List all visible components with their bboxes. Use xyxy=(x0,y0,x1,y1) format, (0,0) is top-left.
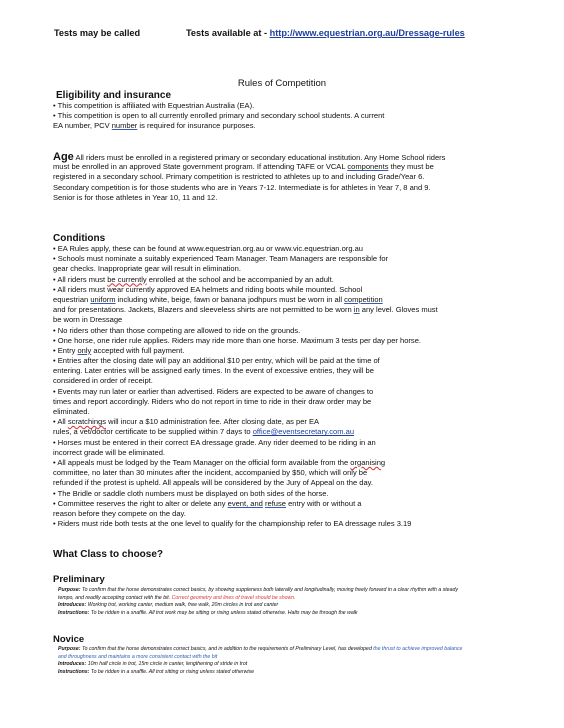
condition-line: • Entries after the closing date will pay an additional $10 per entry, which will be paid at the time of xyxy=(53,356,380,366)
tests-called-label: Tests may be called xyxy=(54,28,141,38)
novice-instructions: Instructions: To be ridden in a snaffle. All trot sitting or rising unless stated otherwise xyxy=(58,668,254,675)
novice-introduces: Introduces: 10m half circle in trot, 15m circle in canter, lengthening of stride in trot xyxy=(58,661,248,668)
age-line: Secondary competition is for those students who are in Years 7-12. Intermediate is for athletes in Year 7, 8 and 9. xyxy=(53,182,431,192)
eligibility-line: • This competition is open to all currently enrolled primary and secondary school students. A current xyxy=(53,111,385,121)
age-line: must be enrolled in an approved State government program. If attending TAFE or VCAL components they must be xyxy=(53,162,434,172)
preliminary-purpose-cont: tempo, and readily accepting contact with the bit. Correct geometry and lines of travel should be shown. xyxy=(58,594,296,601)
preliminary-purpose: Purpose: To confirm that the horse demonstrates correct basics, by showing suppleness both laterally and longitudinally, moving freely forward in a clear rhythm with a steady xyxy=(58,587,458,593)
preliminary-details xyxy=(58,587,478,617)
eligibility-body xyxy=(53,101,511,132)
age-body xyxy=(53,152,511,203)
condition-line: committee, no later than 30 minutes after the incident, accompanied by $50, which will only be xyxy=(53,468,368,478)
condition-line: entering. Later entries will be assigned early times. In the event of excessive entries, they will be xyxy=(53,366,374,376)
condition-line: • The Bridle or saddle cloth numbers must be displayed on both sides of the horse. xyxy=(53,488,329,498)
eligibility-line: • This competition is affiliated with Equestrian Australia (EA). xyxy=(53,101,255,110)
what-class-heading: What Class to choose? xyxy=(53,549,164,560)
tests-available-link[interactable]: http://www.equestrian.org.au/Dressage-rules xyxy=(269,28,465,38)
condition-line: rules, a vet/doctor certificate to be supplied within 7 days to office@eventsecretary.com.au xyxy=(53,427,355,437)
age-line: Age All riders must be enrolled in a registered primary or secondary educational institution. Any Home School riders xyxy=(53,151,446,163)
condition-line: reason before they compete on the day. xyxy=(53,508,186,518)
age-heading: Age xyxy=(53,151,74,163)
age-line: registered in a secondary school. Primary competition is restricted to athletes up to and including Grade/Year 6. xyxy=(53,172,425,182)
eligibility-heading: Eligibility and insurance xyxy=(56,90,172,101)
novice-purpose-cont: and throughness and maintains a more consistent contact with the bit xyxy=(58,653,218,660)
condition-line: • All appeals must be lodged by the Team Manager on the official form available from the organising xyxy=(53,457,386,467)
condition-line: incorrect grade will be eliminated. xyxy=(53,447,165,457)
condition-line: • All riders must wear currently approved EA helmets and riding boots while mounted. School xyxy=(53,284,363,294)
condition-line: • No riders other than those competing are allowed to ride on the grounds. xyxy=(53,325,301,335)
condition-line: considered in order of receipt. xyxy=(53,376,153,386)
condition-line: • Riders must ride both tests at the one level to qualify for the championship refer to EA dressage rules 3.19 xyxy=(53,519,412,529)
condition-line: • All riders must be currently enrolled at the school and be accompanied by an adult. xyxy=(53,274,334,284)
condition-line: • Entry only accepted with full payment. xyxy=(53,345,185,355)
novice-heading: Novice xyxy=(53,634,85,645)
office-email-link[interactable]: office@eventsecretary.com.au xyxy=(252,427,355,437)
tests-available-label: Tests available at - xyxy=(186,28,268,38)
header-line xyxy=(54,28,465,38)
condition-line: • Events may run later or earlier than advertised. Riders are expected to be aware of changes to xyxy=(53,386,374,396)
condition-line: • Horses must be entered in their correct EA dressage grade. Any rider deemed to be riding in an xyxy=(53,437,376,447)
age-line: Senior is for those athletes in Year 10, 11 and 12. xyxy=(53,192,218,202)
conditions-body xyxy=(53,244,511,529)
condition-line: eliminated. xyxy=(53,407,90,416)
eligibility-line: EA number, PCV number is required for insurance purposes. xyxy=(53,121,256,131)
condition-line: • EA Rules apply, these can be found at www.equestrian.org.au or www.vic.equestrian.org.au xyxy=(53,244,364,253)
conditions-heading: Conditions xyxy=(53,233,106,244)
condition-line: • All scratchings will incur a $10 administration fee. After closing date, as per EA xyxy=(53,417,320,427)
condition-line: • Committee reserves the right to alter or delete any event, and refuse entry with or without a xyxy=(53,498,362,508)
condition-line: gear checks. Inappropriate gear will result in elimination. xyxy=(53,264,241,274)
novice-details xyxy=(58,646,478,676)
condition-line: equestrian uniform including white, beige, fawn or banana jodhpurs must be worn in all competition xyxy=(53,294,383,304)
preliminary-heading: Preliminary xyxy=(53,574,105,585)
condition-line: times and report accordingly. Riders who do not report in time to ride in their draw order may be xyxy=(53,396,372,406)
document-title: Rules of Competition xyxy=(237,78,327,89)
preliminary-introduces: Introduces: Working trot, working canter, medium walk, free walk, 20m circles in trot and canter xyxy=(58,602,279,609)
novice-purpose: Purpose: To confirm that the horse demonstrates correct basics, and in addition to the requirements of Preliminary Level, has developed the thrust to achieve improved balance xyxy=(58,646,463,652)
condition-line: • Schools must nominate a suitably experienced Team Manager. Team Managers are responsible for xyxy=(53,254,389,264)
preliminary-instructions: Instructions: To be ridden in a snaffle. All trot work may be sitting or rising unless stated otherwise. Halts may be through the walk xyxy=(58,609,358,616)
condition-line: be worn in Dressage xyxy=(53,315,123,325)
condition-line: and for presentations. Jackets, Blazers and sleeveless shirts are not permitted to be worn in any level. Gloves must xyxy=(53,305,438,315)
condition-line: • One horse, one rider rule applies. Riders may ride more than one horse. Maximum 3 tests per day per horse. xyxy=(53,335,421,345)
tests-available xyxy=(186,28,465,38)
condition-line: refunded if the protest is upheld. All appeals will be considered by the Jury of Appeal on the day. xyxy=(53,478,373,488)
